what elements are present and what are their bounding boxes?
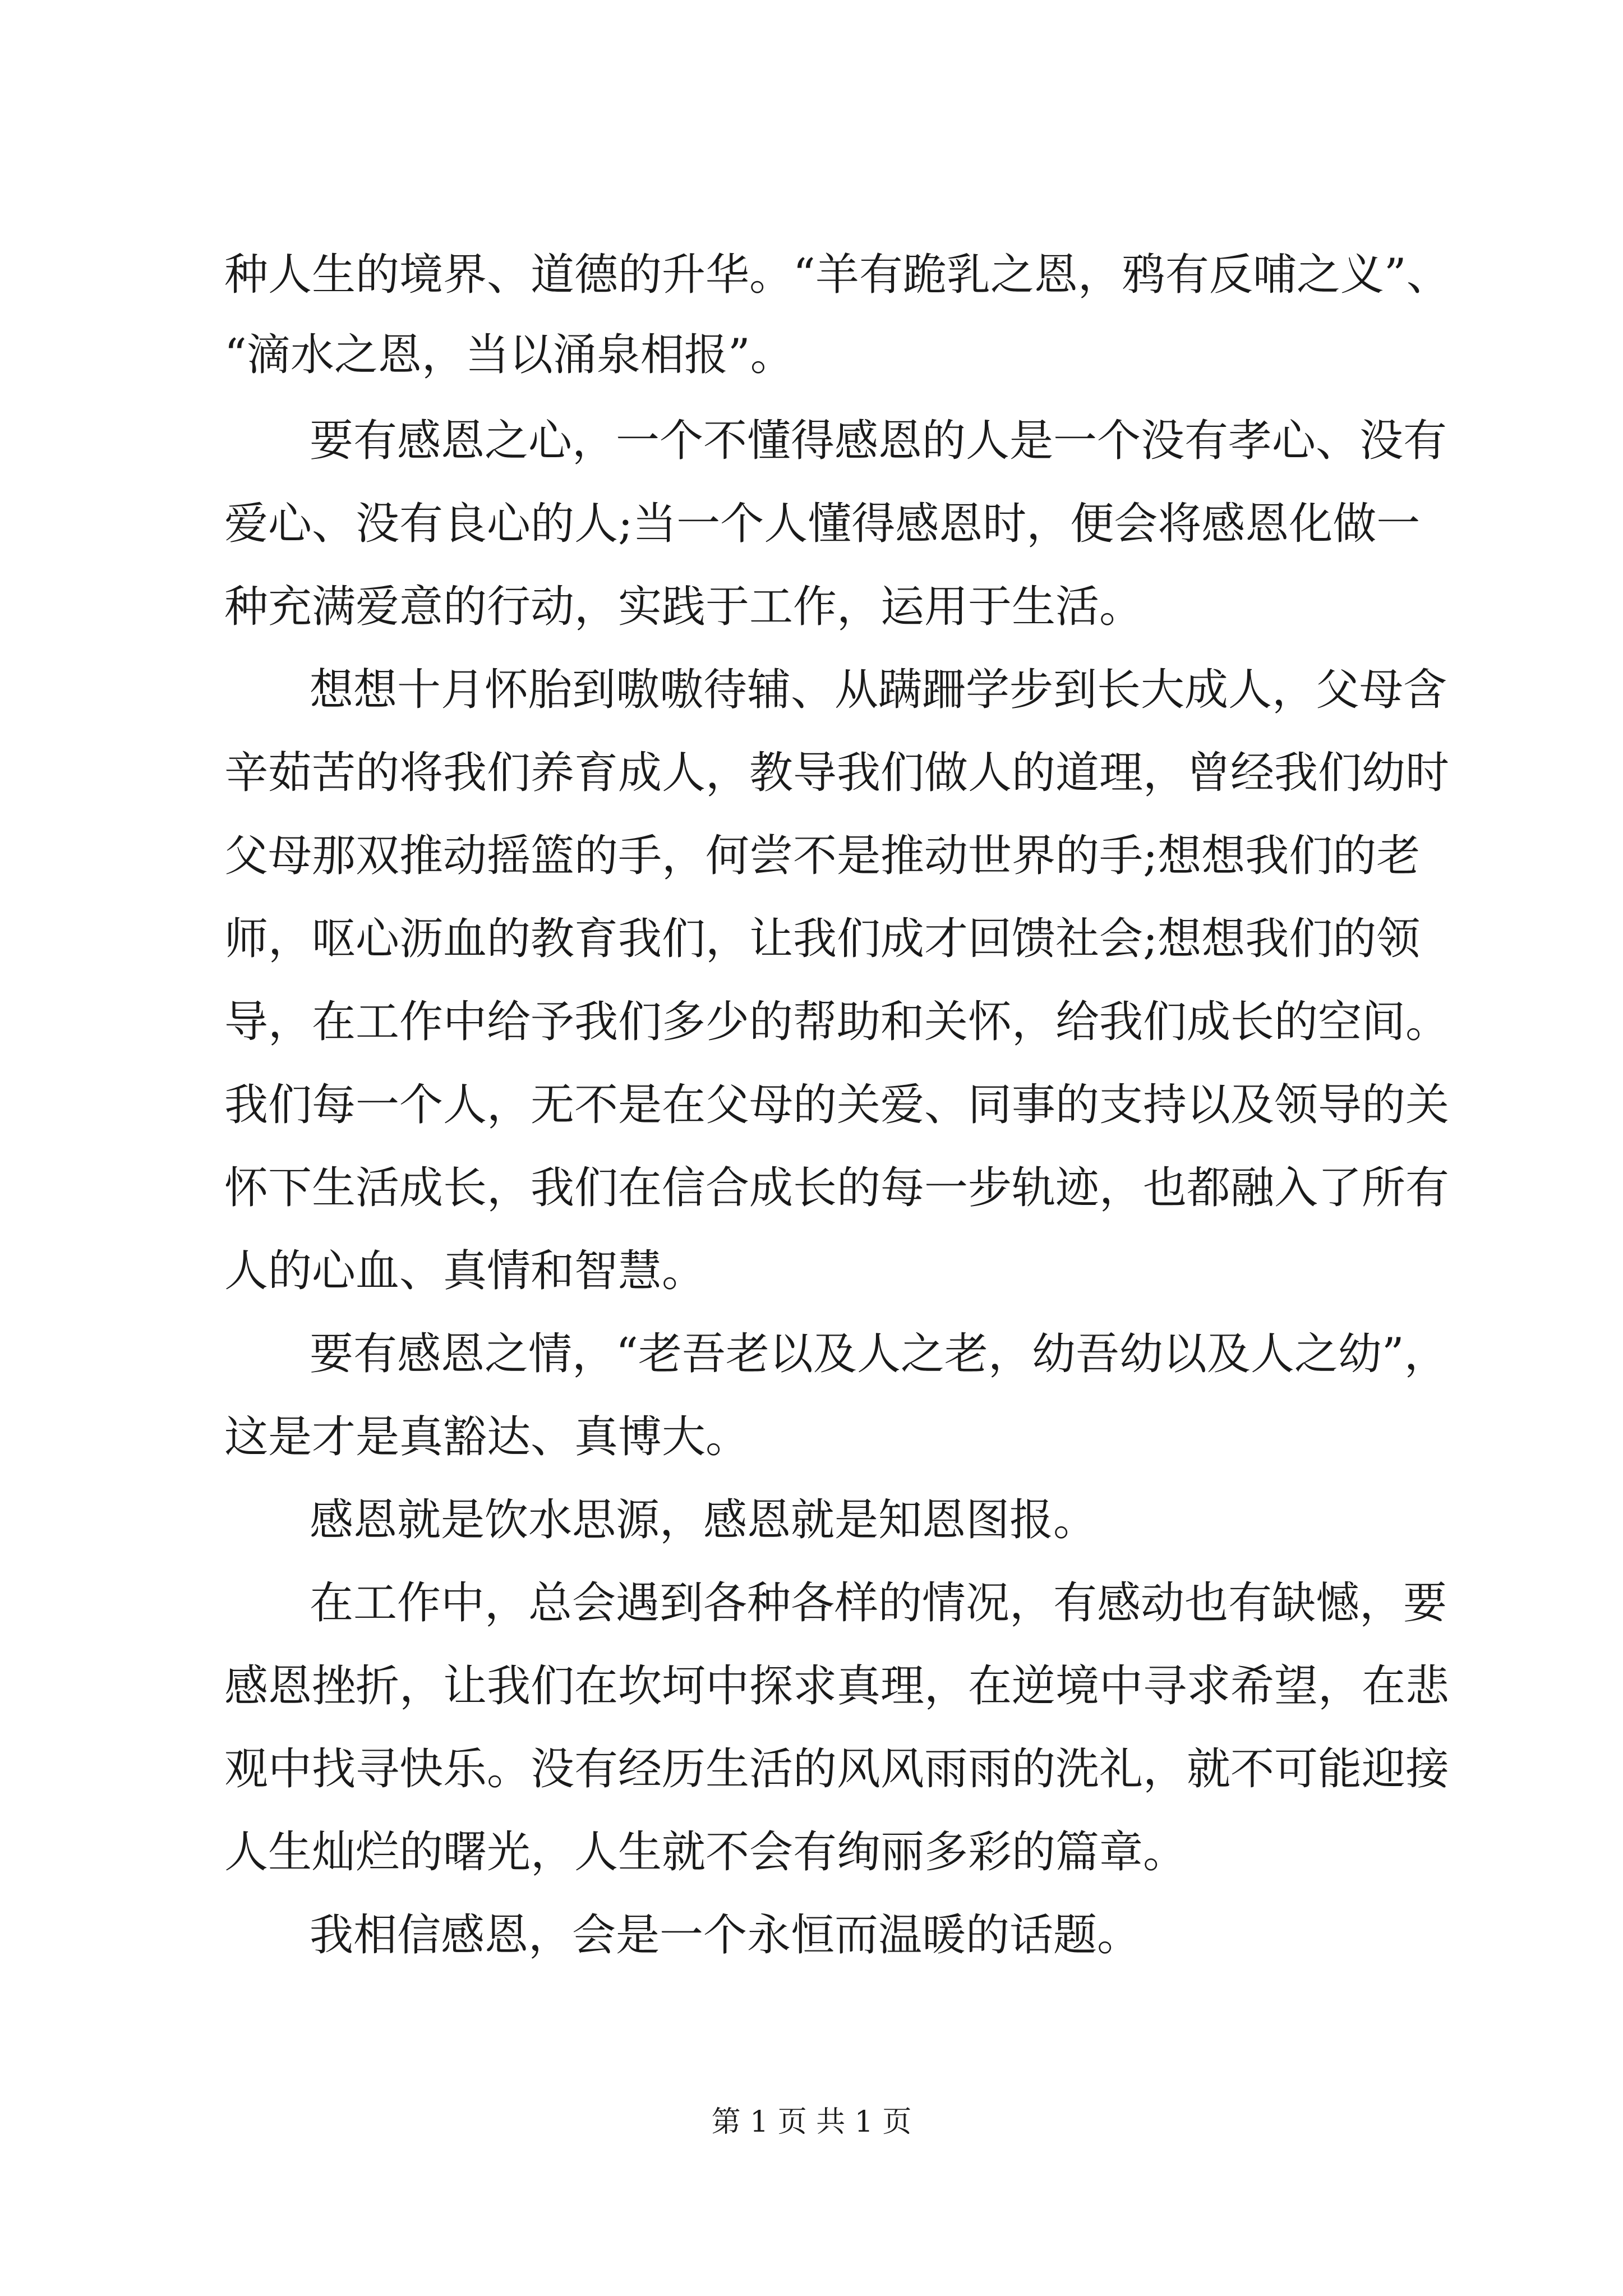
text-line: 种充满爱意的行动，实践于工作，运用于生活。	[224, 582, 1144, 632]
text-line: 感恩就是饮水思源，感恩就是知恩图报。	[310, 1495, 1098, 1545]
text-line: 种人生的境界、道德的升华。“羊有跪乳之恩，鸦有反哺之义”、	[224, 250, 1450, 300]
text-line: 辛茹苦的将我们养育成人，教导我们做人的道理，曾经我们幼时	[224, 748, 1450, 798]
page-number-footer: 第 1 页 共 1 页	[711, 2105, 912, 2139]
text-line: 师，呕心沥血的教育我们，让我们成才回馈社会;想想我们的领	[224, 914, 1421, 964]
text-line: 我们每一个人，无不是在父母的关爱、同事的支持以及领导的关	[224, 1080, 1450, 1130]
text-line: 人的心血、真情和智慧。	[224, 1246, 706, 1296]
text-line: 观中找寻快乐。没有经历生活的风风雨雨的洗礼，就不可能迎接	[224, 1744, 1450, 1795]
text-line: 在工作中，总会遇到各种各样的情况，有感动也有缺憾，要	[310, 1578, 1447, 1628]
text-line: 我相信感恩，会是一个永恒而温暖的话题。	[310, 1910, 1141, 1961]
text-line: “滴水之恩，当以涌泉相报”。	[224, 330, 794, 380]
text-line: 人生灿烂的曙光，人生就不会有绚丽多彩的篇章。	[224, 1827, 1187, 1878]
text-line: 怀下生活成长，我们在信合成长的每一步轨迹，也都融入了所有	[224, 1163, 1450, 1213]
text-line: 要有感恩之心，一个不懂得感恩的人是一个没有孝心、没有	[310, 416, 1447, 466]
text-line: 要有感恩之情，“老吾老以及人之老，幼吾幼以及人之幼”，	[310, 1329, 1448, 1379]
text-line: 这是才是真豁达、真博大。	[224, 1412, 750, 1462]
text-line: 父母那双推动摇篮的手，何尝不是推动世界的手;想想我们的老	[224, 831, 1421, 881]
text-line: 爱心、没有良心的人;当一个人懂得感恩时，便会将感恩化做一	[224, 499, 1421, 549]
text-line: 想想十月怀胎到嗷嗷待辅、从蹒跚学步到长大成人，父母含	[310, 665, 1447, 715]
text-line: 感恩挫折，让我们在坎坷中探求真理，在逆境中寻求希望，在悲	[224, 1661, 1450, 1711]
text-line: 导，在工作中给予我们多少的帮助和关怀，给我们成长的空间。	[224, 997, 1450, 1047]
